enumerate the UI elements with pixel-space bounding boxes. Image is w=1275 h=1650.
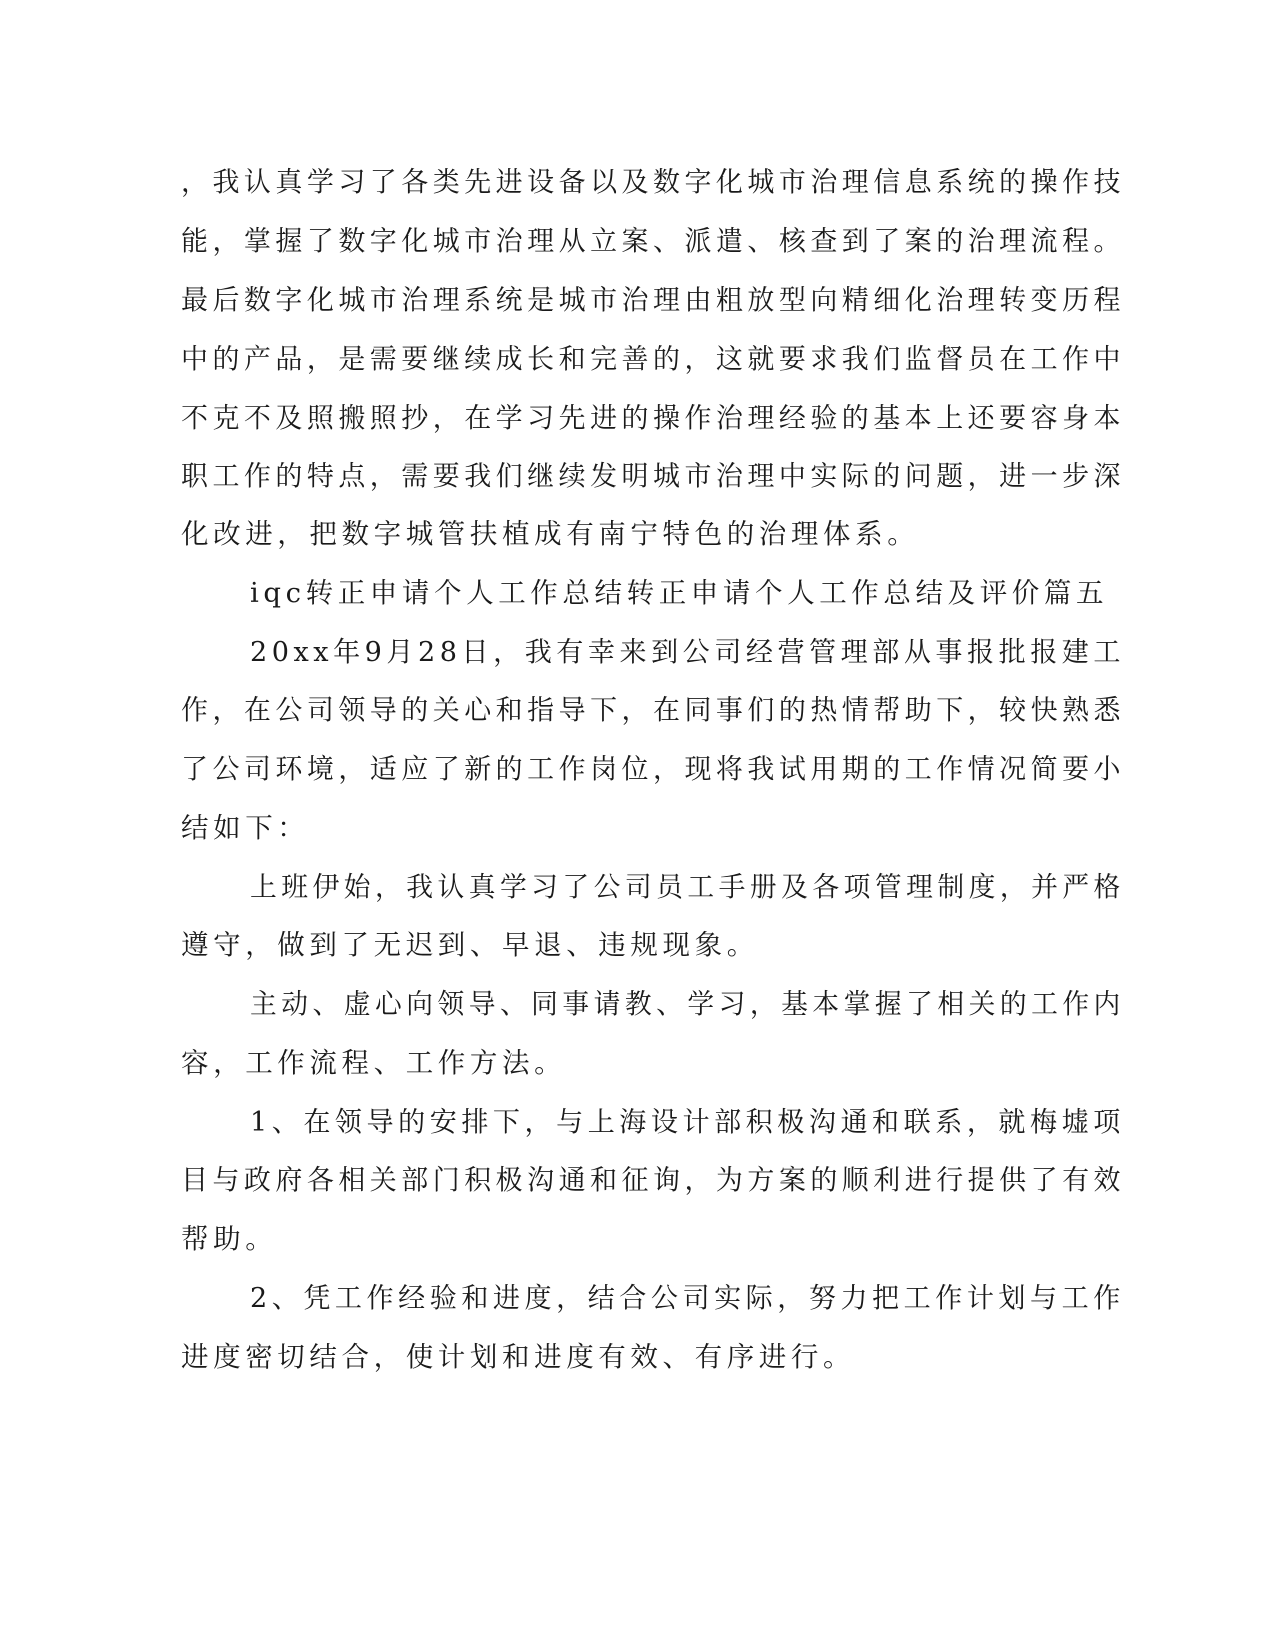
text-line: 容，工作流程、工作方法。 bbox=[181, 1047, 567, 1079]
text-line: 中的产品，是需要继续成长和完善的，这就要求我们监督员在工作中 bbox=[181, 343, 1125, 375]
text-line: 帮助。 bbox=[181, 1223, 278, 1255]
text-line: 上班伊始，我认真学习了公司员工手册及各项管理制度，并严格 bbox=[250, 871, 1125, 903]
section-heading: iqc转正申请个人工作总结转正申请个人工作总结及评价篇五 bbox=[250, 577, 1109, 609]
text-line: 最后数字化城市治理系统是城市治理由粗放型向精细化治理转变历程 bbox=[181, 284, 1125, 316]
text-line: 作，在公司领导的关心和指导下，在同事们的热情帮助下，较快熟悉 bbox=[181, 694, 1125, 726]
text-line: 了公司环境，适应了新的工作岗位，现将我试用期的工作情况简要小 bbox=[181, 753, 1125, 785]
text-line: 进度密切结合，使计划和进度有效、有序进行。 bbox=[181, 1341, 856, 1373]
text-line: 结如下： bbox=[181, 812, 310, 844]
text-line: 1、在领导的安排下，与上海设计部积极沟通和联系，就梅墟项 bbox=[250, 1106, 1125, 1138]
text-line: 化改进，把数字城管扶植成有南宁特色的治理体系。 bbox=[181, 518, 920, 550]
text-line: 目与政府各相关部门积极沟通和征询，为方案的顺利进行提供了有效 bbox=[181, 1164, 1125, 1196]
text-line: 主动、虚心向领导、同事请教、学习，基本掌握了相关的工作内 bbox=[250, 988, 1125, 1020]
text-line: 职工作的特点，需要我们继续发明城市治理中实际的问题，进一步深 bbox=[181, 460, 1125, 492]
text-line: 20xx年9月28日，我有幸来到公司经营管理部从事报批报建工 bbox=[250, 636, 1125, 668]
text-line: ，我认真学习了各类先进设备以及数字化城市治理信息系统的操作技 bbox=[181, 166, 1125, 198]
text-line: 遵守，做到了无迟到、早退、违规现象。 bbox=[181, 929, 759, 961]
text-line: 不克不及照搬照抄，在学习先进的操作治理经验的基本上还要容身本 bbox=[181, 402, 1125, 434]
text-line: 能，掌握了数字化城市治理从立案、派遣、核查到了案的治理流程。 bbox=[181, 225, 1125, 257]
text-line: 2、凭工作经验和进度，结合公司实际，努力把工作计划与工作 bbox=[250, 1282, 1125, 1314]
